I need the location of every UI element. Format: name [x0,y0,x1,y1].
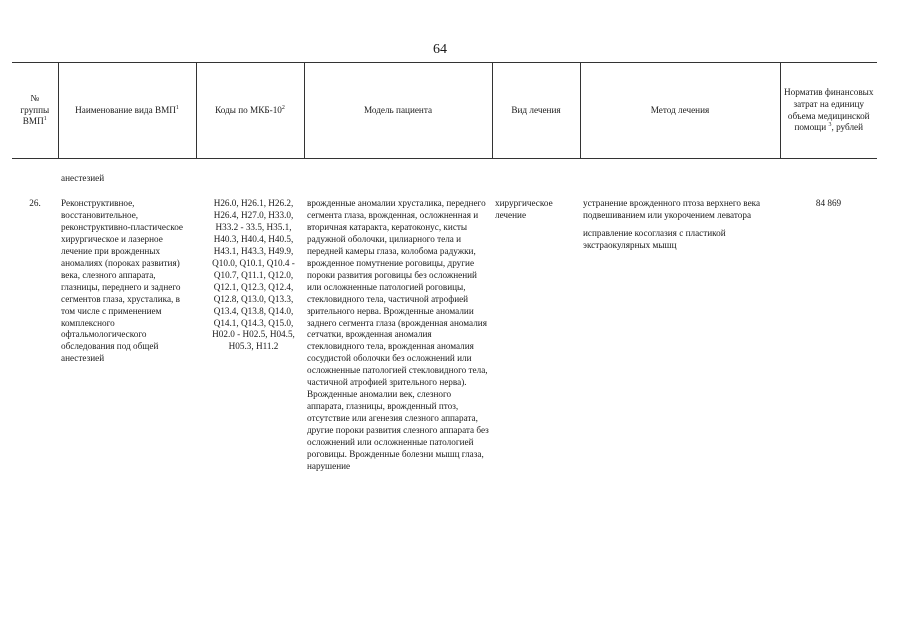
row-cost: 84 869 [815,198,842,208]
row-icd-codes: H26.0, H26.1, H26.2, H26.4, H27.0, H33.0, H33.2 - 33.5, H35.1, H40.3, H40.4, H40.5, H43.1, H43.3, H49.9, Q10.0, Q10.1, Q10.4 - Q10.7, Q11.1, Q12.0, Q12.1, Q12.3, Q12.4, Q12.8, Q13.0, Q13.3, Q13.4, Q13.8, Q14.0, Q14.1, Q14.3, Q15.0, H02.0 - H02.5, H04.5, H05.3, H11.2 [212,198,295,352]
table-header-row [12,63,877,159]
header-icd-codes: Коды по МКБ-$10^2$ [196,63,304,159]
row-treatment-type: хирургическое лечение [495,198,553,220]
header-patient-model: Модель пациента [304,63,492,159]
header-vmp-name: Наименование вида ВМП$^1$ [58,63,196,159]
treatment-method-item: исправление косоглазия с пластикой экстраокулярных мышц [583,227,726,250]
vmp-table [12,62,877,473]
row-treatment-method [580,185,780,473]
table-row [12,185,877,473]
header-treatment-method: Метод лечения [580,63,780,159]
row-group-number: 26. [29,198,41,208]
row-vmp-name: Реконструктивное, восстановительное, реконструктивно-пластическое хирургическое и лазерное лечение при врожденных аномалиях (пороках развития) века, слезного аппарата, глазницы, переднего и заднего сегментов глаза, хрусталика, в том числе с применением комплексного офтальмологического обследования под общей анестезией [61,198,184,364]
treatment-method-item: устранение врожденного птоза верхнего века подвешиванием или укорочением леватора [583,198,761,220]
continuation-text: анестезией [61,173,105,183]
header-cost-norm: Норматив финансовых затрат на единицу объема медицинской помощи $^3$, рублей [780,63,877,159]
header-group-number: № группы ВМП$^1$ [12,63,58,159]
continuation-row [12,159,877,186]
page-number: 64 [433,42,447,57]
row-patient-model: врожденные аномалии хрусталика, переднего сегмента глаза, врожденная, осложненная и вторичная катаракта, кератоконус, кисты радужной оболочки, цилиарного тела и передней камеры глаза, колобома радужки, врожденное помутнение роговицы, другие пороки развития роговицы без осложнений или осложненные патологией роговицы, стекловидного тела, частичной атрофией зрительного нерва. Врожденные аномалии заднего сегмента глаза (врожденная аномалия сетчатки, врожденная аномалия стекловидного тела, врожденная аномалия сосудистой оболочки без осложнений или осложненные патологией стекловидного тела, частичной атрофией зрительного нерва). Врожденные аномалии век, слезного аппарата, глазницы, врожденный птоз, отсутствие или агенезия слезного аппарата, другие пороки развития слезного аппарата без осложнений или осложненные патологией роговицы. Врожденные болезни мышц глаза, нарушение [307,198,489,471]
header-treatment-type: Вид лечения [492,63,580,159]
